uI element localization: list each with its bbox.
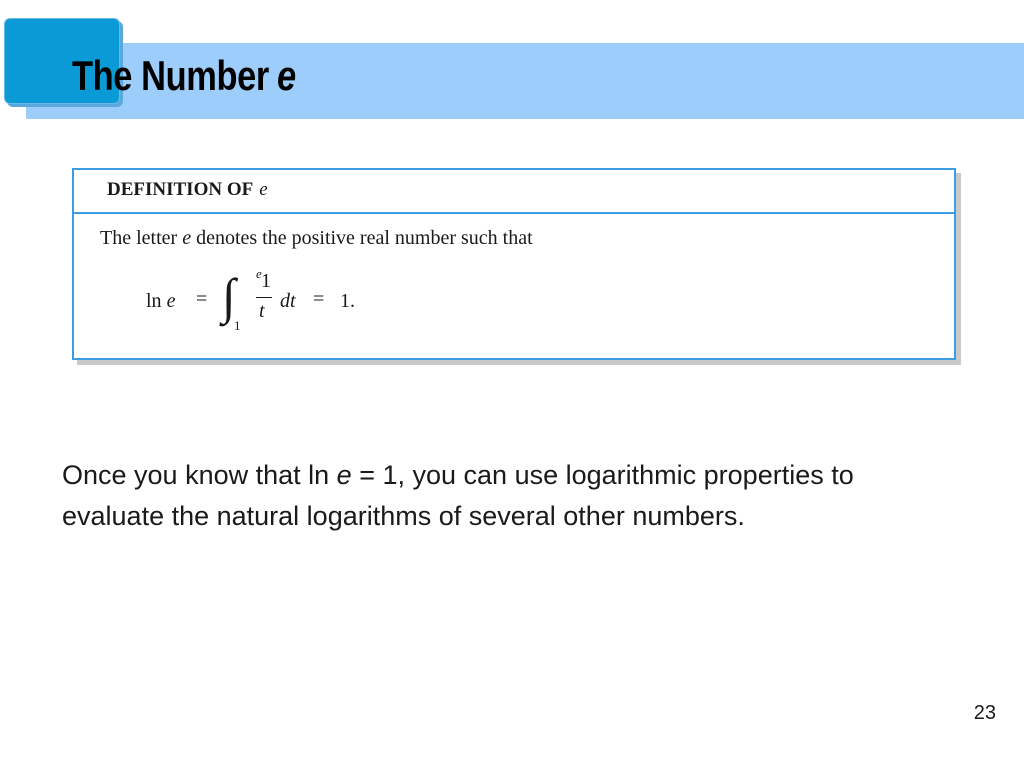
- definition-header: [74, 170, 954, 214]
- definition-text: [100, 227, 533, 250]
- definition-heading: [107, 179, 268, 201]
- definition-heading-symbol: e: [259, 179, 268, 200]
- definition-text-after: denotes the positive real number such that: [196, 227, 533, 249]
- formula-ln-arg: e: [166, 290, 176, 312]
- title-symbol: e: [277, 52, 296, 99]
- definition-heading-text: DEFINITION OF: [107, 179, 254, 200]
- formula-equals-2: =: [313, 288, 325, 310]
- integral-upper-limit: e: [256, 266, 262, 281]
- definition-box: [72, 168, 956, 360]
- definition-text-before: The letter: [100, 227, 178, 249]
- integral-sign: ∫: [222, 268, 236, 324]
- formula-differential: dt: [280, 290, 296, 312]
- fraction-numerator: 1: [261, 270, 271, 292]
- formula-ln: [146, 290, 175, 313]
- page-number: 23: [973, 702, 996, 724]
- fraction-denominator: t: [259, 300, 265, 322]
- formula-ln-label: ln: [146, 290, 162, 312]
- body-paragraph: [62, 455, 922, 537]
- integral-lower-limit: 1: [234, 318, 241, 333]
- definition-formula: [146, 268, 446, 348]
- body-text-part2: = 1, you can use logarithmic properties to evaluate the natural logarithms of several other numbers.: [62, 460, 854, 531]
- formula-result: 1.: [340, 290, 355, 312]
- title-text: The Number: [72, 52, 269, 99]
- body-text-symbol: e: [336, 460, 352, 490]
- formula-equals: =: [196, 288, 208, 310]
- body-text-part1: Once you know that ln: [62, 460, 330, 490]
- definition-text-symbol: e: [182, 227, 192, 249]
- fraction-bar: [256, 297, 272, 298]
- slide-title: [72, 44, 296, 108]
